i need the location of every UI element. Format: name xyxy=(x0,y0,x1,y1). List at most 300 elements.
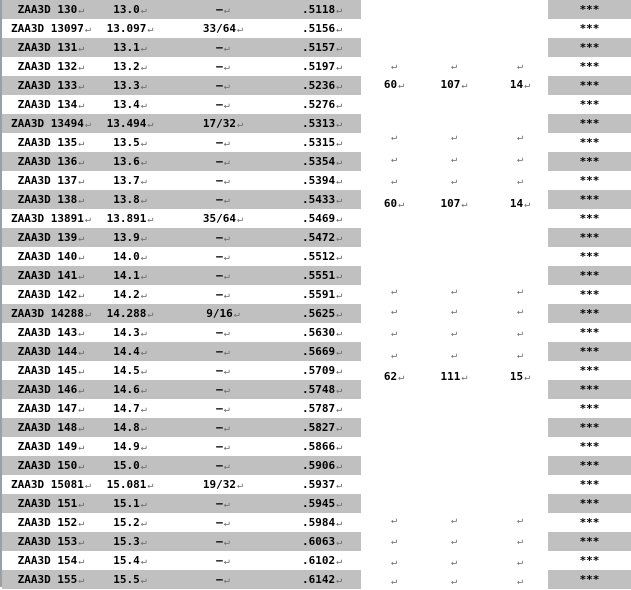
fraction-cell-text: – xyxy=(216,402,223,415)
return-mark: ↵ xyxy=(223,423,230,434)
star-cell: *** xyxy=(579,402,600,415)
inch-value-cell xyxy=(302,323,342,342)
group-value: 15 xyxy=(509,370,524,383)
return-mark: ↵ xyxy=(450,132,458,143)
table-row xyxy=(2,190,361,209)
return-mark: ↵ xyxy=(140,499,147,510)
inch-value-cell xyxy=(302,551,342,570)
return-mark: ↵ xyxy=(223,252,230,263)
inch-value-cell xyxy=(302,133,342,152)
part-code-cell xyxy=(8,456,94,475)
return-mark: ↵ xyxy=(84,309,91,320)
return-mark: ↵ xyxy=(336,461,343,472)
star-cell: *** xyxy=(548,304,631,323)
inch-value-cell-text: .5354 xyxy=(302,155,336,168)
part-code-cell xyxy=(8,266,94,285)
return-mark: ↵ xyxy=(390,328,398,339)
fraction-cell xyxy=(188,304,258,323)
part-code-cell-text: ZAA3D 141 xyxy=(17,269,78,282)
part-code-cell-text: ZAA3D 135 xyxy=(17,136,78,149)
inch-value-cell-text: .6102 xyxy=(302,554,336,567)
return-mark: ↵ xyxy=(223,233,230,244)
decimal-size-cell xyxy=(100,152,160,171)
star-cell: *** xyxy=(579,136,600,149)
decimal-size-cell-text: 13.3 xyxy=(113,79,140,92)
return-mark: ↵ xyxy=(78,138,85,149)
part-code-cell-text: ZAA3D 131 xyxy=(17,41,78,54)
return-mark: ↵ xyxy=(336,233,343,244)
return-mark: ↵ xyxy=(336,480,343,491)
part-code-cell-text: ZAA3D 138 xyxy=(17,193,78,206)
fraction-cell-text: – xyxy=(216,288,223,301)
part-code-cell-text: ZAA3D 148 xyxy=(17,421,78,434)
return-mark: ↵ xyxy=(78,347,85,358)
return-mark: ↵ xyxy=(237,24,244,35)
return-mark: ↵ xyxy=(140,62,147,73)
group-value: 107 xyxy=(440,197,461,210)
decimal-size-cell-text: 13.7 xyxy=(113,174,140,187)
return-mark: ↵ xyxy=(390,557,398,568)
table-row xyxy=(2,76,361,95)
part-code-cell-text: ZAA3D 133 xyxy=(17,79,78,92)
fraction-cell-text: – xyxy=(216,136,223,149)
return-mark: ↵ xyxy=(78,100,85,111)
return-mark: ↵ xyxy=(336,138,343,149)
return-mark: ↵ xyxy=(140,233,147,244)
part-code-cell-text: ZAA3D 142 xyxy=(17,288,78,301)
part-code-cell-text: ZAA3D 150 xyxy=(17,459,78,472)
return-mark: ↵ xyxy=(223,43,230,54)
group-value: 14 xyxy=(509,197,524,210)
part-code-cell-text: ZAA3D 140 xyxy=(17,250,78,263)
decimal-size-cell-text: 15.0 xyxy=(113,459,140,472)
fraction-cell xyxy=(188,76,258,95)
return-mark: ↵ xyxy=(223,62,230,73)
return-mark: ↵ xyxy=(516,154,524,165)
inch-value-cell xyxy=(302,0,342,19)
decimal-size-cell xyxy=(100,57,160,76)
decimal-size-cell xyxy=(100,437,160,456)
return-mark: ↵ xyxy=(450,286,458,297)
decimal-size-cell-text: 14.9 xyxy=(113,440,140,453)
return-mark: ↵ xyxy=(390,154,398,165)
inch-value-cell xyxy=(302,570,342,589)
star-cell: *** xyxy=(579,478,600,491)
decimal-size-cell-text: 15.4 xyxy=(113,554,140,567)
decimal-size-cell xyxy=(100,323,160,342)
return-mark: ↵ xyxy=(140,252,147,263)
return-mark: ↵ xyxy=(450,536,458,547)
fraction-cell xyxy=(188,114,258,133)
return-mark: ↵ xyxy=(516,350,524,361)
part-code-cell-text: ZAA3D 146 xyxy=(17,383,78,396)
fraction-cell-text: – xyxy=(216,554,223,567)
decimal-size-cell xyxy=(100,76,160,95)
decimal-size-cell-text: 14.8 xyxy=(113,421,140,434)
inch-value-cell xyxy=(302,532,342,551)
fraction-cell xyxy=(188,513,258,532)
part-code-cell-text: ZAA3D 152 xyxy=(17,516,78,529)
inch-value-cell-text: .5748 xyxy=(302,383,336,396)
fraction-cell-text: – xyxy=(216,174,223,187)
table-row xyxy=(2,437,361,456)
fraction-cell xyxy=(188,38,258,57)
table-row xyxy=(2,494,361,513)
fraction-cell xyxy=(188,171,258,190)
star-cell: *** xyxy=(579,212,600,225)
group-value-cell xyxy=(490,77,550,93)
table-row xyxy=(2,19,361,38)
return-mark: ↵ xyxy=(336,575,343,586)
star-cell: *** xyxy=(548,494,631,513)
return-mark: ↵ xyxy=(78,81,85,92)
return-mark: ↵ xyxy=(84,24,91,35)
star-cell: *** xyxy=(579,174,600,187)
part-code-cell xyxy=(8,570,94,589)
decimal-size-cell-text: 14.3 xyxy=(113,326,140,339)
star-cell: *** xyxy=(579,250,600,263)
inch-value-cell xyxy=(302,266,342,285)
inch-value-cell xyxy=(302,190,342,209)
inch-value-cell-text: .5512 xyxy=(302,250,336,263)
part-code-cell xyxy=(8,399,94,418)
return-mark: ↵ xyxy=(78,195,85,206)
part-code-cell-text: ZAA3D 13494 xyxy=(11,117,84,130)
return-mark: ↵ xyxy=(78,518,85,529)
fraction-cell xyxy=(188,456,258,475)
inch-value-cell-text: .5630 xyxy=(302,326,336,339)
return-mark: ↵ xyxy=(223,157,230,168)
return-mark: ↵ xyxy=(223,347,230,358)
star-cell: *** xyxy=(548,380,631,399)
return-mark: ↵ xyxy=(237,480,244,491)
fraction-cell xyxy=(188,19,258,38)
fraction-cell-text: – xyxy=(216,98,223,111)
part-code-cell xyxy=(8,418,94,437)
return-mark: ↵ xyxy=(336,556,343,567)
decimal-size-cell xyxy=(100,418,160,437)
star-cell: *** xyxy=(548,570,631,589)
decimal-size-cell xyxy=(100,513,160,532)
return-mark: ↵ xyxy=(84,214,91,225)
return-mark: ↵ xyxy=(147,309,154,320)
return-mark: ↵ xyxy=(84,480,91,491)
return-mark: ↵ xyxy=(223,100,230,111)
inch-value-cell xyxy=(302,38,342,57)
return-mark: ↵ xyxy=(140,81,147,92)
return-mark: ↵ xyxy=(450,350,458,361)
return-mark: ↵ xyxy=(78,328,85,339)
star-cell: *** xyxy=(579,98,600,111)
return-mark: ↵ xyxy=(450,576,458,587)
part-code-cell xyxy=(8,209,94,228)
group-value-cell xyxy=(490,369,550,385)
return-mark: ↵ xyxy=(147,214,154,225)
part-code-cell xyxy=(8,247,94,266)
star-cell: *** xyxy=(579,326,600,339)
fraction-cell-text: – xyxy=(216,535,223,548)
return-mark: ↵ xyxy=(140,404,147,415)
part-code-cell xyxy=(8,342,94,361)
inch-value-cell xyxy=(302,304,342,323)
star-cell: *** xyxy=(548,532,631,551)
part-code-cell xyxy=(8,95,94,114)
inch-value-cell-text: .5984 xyxy=(302,516,336,529)
fraction-cell xyxy=(188,209,258,228)
return-mark: ↵ xyxy=(398,372,405,383)
inch-value-cell xyxy=(302,171,342,190)
fraction-cell-text: – xyxy=(216,573,223,586)
inch-value-cell xyxy=(302,494,342,513)
return-mark: ↵ xyxy=(140,138,147,149)
fraction-cell xyxy=(188,418,258,437)
decimal-size-cell-text: 15.081 xyxy=(106,478,147,491)
part-code-cell-text: ZAA3D 136 xyxy=(17,155,78,168)
decimal-size-cell-text: 13.8 xyxy=(113,193,140,206)
fraction-cell xyxy=(188,361,258,380)
table-row xyxy=(2,475,361,494)
decimal-size-cell xyxy=(100,209,160,228)
table-row xyxy=(2,57,361,76)
decimal-size-cell xyxy=(100,266,160,285)
decimal-size-cell xyxy=(100,361,160,380)
part-code-cell-text: ZAA3D 154 xyxy=(17,554,78,567)
inch-value-cell-text: .5394 xyxy=(302,174,336,187)
table-row xyxy=(2,380,361,399)
fraction-cell xyxy=(188,437,258,456)
return-mark: ↵ xyxy=(336,385,343,396)
table-row xyxy=(2,418,361,437)
table-row xyxy=(2,95,361,114)
return-mark: ↵ xyxy=(223,556,230,567)
star-cell: *** xyxy=(548,266,631,285)
return-mark: ↵ xyxy=(140,195,147,206)
fraction-cell-text: – xyxy=(216,345,223,358)
return-mark: ↵ xyxy=(223,366,230,377)
fraction-cell xyxy=(188,95,258,114)
part-code-cell-text: ZAA3D 153 xyxy=(17,535,78,548)
inch-value-cell-text: .5313 xyxy=(302,117,336,130)
fraction-cell-text: – xyxy=(216,497,223,510)
decimal-size-cell xyxy=(100,285,160,304)
return-mark: ↵ xyxy=(140,366,147,377)
decimal-size-cell-text: 15.1 xyxy=(113,497,140,510)
group-value: 62 xyxy=(383,370,398,383)
fraction-cell xyxy=(188,323,258,342)
decimal-size-cell xyxy=(100,19,160,38)
return-mark: ↵ xyxy=(78,499,85,510)
return-mark: ↵ xyxy=(84,119,91,130)
part-code-cell-text: ZAA3D 147 xyxy=(17,402,78,415)
part-code-cell xyxy=(8,494,94,513)
inch-value-cell-text: .5433 xyxy=(302,193,336,206)
table-row xyxy=(2,247,361,266)
part-code-cell xyxy=(8,437,94,456)
decimal-size-cell xyxy=(100,171,160,190)
table-row xyxy=(2,171,361,190)
return-mark: ↵ xyxy=(450,176,458,187)
return-mark: ↵ xyxy=(237,119,244,130)
return-mark: ↵ xyxy=(336,214,343,225)
inch-value-cell xyxy=(302,475,342,494)
inch-value-cell xyxy=(302,19,342,38)
decimal-size-cell-text: 14.6 xyxy=(113,383,140,396)
inch-value-cell-text: .5551 xyxy=(302,269,336,282)
table-row xyxy=(2,0,361,19)
inch-value-cell-text: .5945 xyxy=(302,497,336,510)
table-row xyxy=(2,228,361,247)
star-cell: *** xyxy=(548,342,631,361)
return-mark: ↵ xyxy=(516,306,524,317)
fraction-cell xyxy=(188,532,258,551)
return-mark: ↵ xyxy=(336,24,343,35)
return-mark: ↵ xyxy=(78,423,85,434)
decimal-size-cell xyxy=(100,0,160,19)
group-value: 60 xyxy=(383,78,398,91)
part-code-cell-text: ZAA3D 134 xyxy=(17,98,78,111)
return-mark: ↵ xyxy=(140,575,147,586)
decimal-size-cell xyxy=(100,247,160,266)
inch-value-cell xyxy=(302,361,342,380)
part-code-cell xyxy=(8,0,94,19)
return-mark: ↵ xyxy=(390,61,398,72)
return-mark: ↵ xyxy=(140,385,147,396)
inch-value-cell-text: .5866 xyxy=(302,440,336,453)
fraction-cell-text: 17/32 xyxy=(202,117,237,130)
part-code-cell-text: ZAA3D 155 xyxy=(17,573,78,586)
return-mark: ↵ xyxy=(223,461,230,472)
star-cell: *** xyxy=(548,456,631,475)
decimal-size-cell xyxy=(100,38,160,57)
fraction-cell-text: 19/32 xyxy=(202,478,237,491)
return-mark: ↵ xyxy=(336,252,343,263)
return-mark: ↵ xyxy=(147,24,154,35)
part-code-cell xyxy=(8,76,94,95)
group-value-cell xyxy=(490,196,550,212)
fraction-cell-text: 9/16 xyxy=(206,307,233,320)
return-mark: ↵ xyxy=(516,576,524,587)
return-mark: ↵ xyxy=(78,62,85,73)
return-mark: ↵ xyxy=(461,80,468,91)
star-cell: *** xyxy=(548,114,631,133)
inch-value-cell-text: .5315 xyxy=(302,136,336,149)
inch-value-cell-text: .5591 xyxy=(302,288,336,301)
fraction-cell xyxy=(188,380,258,399)
return-mark: ↵ xyxy=(78,366,85,377)
fraction-cell xyxy=(188,133,258,152)
decimal-size-cell-text: 14.2 xyxy=(113,288,140,301)
inch-value-cell xyxy=(302,57,342,76)
return-mark: ↵ xyxy=(524,372,531,383)
part-code-cell xyxy=(8,475,94,494)
return-mark: ↵ xyxy=(223,195,230,206)
decimal-size-cell xyxy=(100,114,160,133)
part-code-cell-text: ZAA3D 143 xyxy=(17,326,78,339)
part-code-cell xyxy=(8,133,94,152)
star-cell: *** xyxy=(548,152,631,171)
inch-value-cell xyxy=(302,418,342,437)
return-mark: ↵ xyxy=(390,176,398,187)
return-mark: ↵ xyxy=(223,404,230,415)
return-mark: ↵ xyxy=(223,328,230,339)
return-mark: ↵ xyxy=(78,404,85,415)
return-mark: ↵ xyxy=(336,5,343,16)
star-cell: *** xyxy=(579,364,600,377)
part-code-cell xyxy=(8,19,94,38)
return-mark: ↵ xyxy=(140,423,147,434)
part-code-cell xyxy=(8,380,94,399)
table-row xyxy=(2,399,361,418)
decimal-size-cell xyxy=(100,475,160,494)
inch-value-cell-text: .6142 xyxy=(302,573,336,586)
inch-value-cell-text: .5709 xyxy=(302,364,336,377)
fraction-cell xyxy=(188,152,258,171)
return-mark: ↵ xyxy=(147,480,154,491)
fraction-cell xyxy=(188,342,258,361)
return-mark: ↵ xyxy=(336,518,343,529)
fraction-cell-text: – xyxy=(216,421,223,434)
decimal-size-cell-text: 15.5 xyxy=(113,573,140,586)
decimal-size-cell-text: 14.7 xyxy=(113,402,140,415)
return-mark: ↵ xyxy=(223,271,230,282)
decimal-size-cell xyxy=(100,95,160,114)
return-mark: ↵ xyxy=(78,461,85,472)
return-mark: ↵ xyxy=(237,214,244,225)
return-mark: ↵ xyxy=(140,176,147,187)
return-mark: ↵ xyxy=(223,575,230,586)
return-mark: ↵ xyxy=(140,347,147,358)
return-mark: ↵ xyxy=(140,290,147,301)
return-mark: ↵ xyxy=(336,442,343,453)
fraction-cell-text: – xyxy=(216,383,223,396)
return-mark: ↵ xyxy=(516,536,524,547)
group-value: 107 xyxy=(440,78,461,91)
part-code-cell-text: ZAA3D 132 xyxy=(17,60,78,73)
star-cell: *** xyxy=(579,516,600,529)
part-code-cell xyxy=(8,323,94,342)
part-code-cell xyxy=(8,57,94,76)
inch-value-cell-text: .5469 xyxy=(302,212,336,225)
return-mark: ↵ xyxy=(223,537,230,548)
return-mark: ↵ xyxy=(516,132,524,143)
inch-value-cell-text: .5472 xyxy=(302,231,336,244)
fraction-cell-text: – xyxy=(216,155,223,168)
part-code-cell-text: ZAA3D 130 xyxy=(17,3,78,16)
decimal-size-cell-text: 15.3 xyxy=(113,535,140,548)
part-code-cell xyxy=(8,551,94,570)
table-row xyxy=(2,456,361,475)
inch-value-cell-text: .5937 xyxy=(302,478,336,491)
inch-value-cell xyxy=(302,437,342,456)
fraction-cell xyxy=(188,190,258,209)
part-code-cell xyxy=(8,190,94,209)
table-row xyxy=(2,304,361,323)
return-mark: ↵ xyxy=(78,442,85,453)
return-mark: ↵ xyxy=(450,61,458,72)
inch-value-cell-text: .6063 xyxy=(302,535,336,548)
table-row xyxy=(2,152,361,171)
group-value: 60 xyxy=(383,197,398,210)
fraction-cell-text: – xyxy=(216,231,223,244)
return-mark: ↵ xyxy=(78,5,85,16)
table-row xyxy=(2,285,361,304)
group-value-cell xyxy=(424,77,484,93)
fraction-cell xyxy=(188,228,258,247)
return-mark: ↵ xyxy=(336,404,343,415)
return-mark: ↵ xyxy=(516,176,524,187)
return-mark: ↵ xyxy=(336,271,343,282)
inch-value-cell xyxy=(302,342,342,361)
